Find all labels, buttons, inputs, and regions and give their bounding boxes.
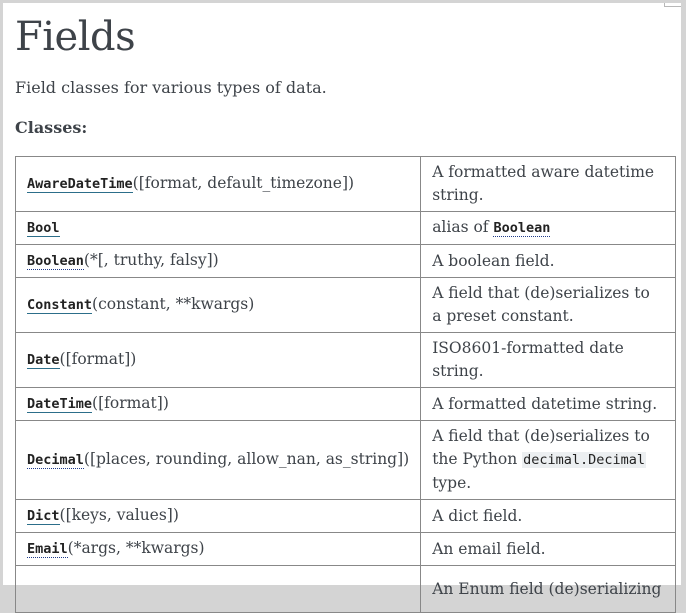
- description-cell: A formatted datetime string.: [421, 388, 676, 421]
- signature-cell: [16, 278, 421, 333]
- class-link-decimal[interactable]: Decimal: [27, 452, 84, 468]
- table-row: [16, 157, 676, 212]
- table-row: [16, 333, 676, 388]
- class-link-boolean[interactable]: Boolean: [27, 253, 84, 269]
- class-link-email[interactable]: Email: [27, 541, 68, 557]
- class-args: ([format, default_timezone]): [132, 174, 355, 192]
- description-cell: An Enum field (de)serializing: [421, 566, 676, 613]
- description-cell: A formatted aware datetime string.: [421, 157, 676, 212]
- signature-cell: [16, 533, 421, 566]
- inline-code: decimal.Decimal: [523, 452, 646, 468]
- description-cell: A field that (de)serializes to a preset constant.: [421, 278, 676, 333]
- signature-cell: [16, 333, 421, 388]
- page-intro: Field classes for various types of data.: [15, 78, 327, 97]
- class-link-bool[interactable]: Bool: [27, 220, 60, 236]
- table-row: [16, 500, 676, 533]
- description-text: type.: [432, 474, 472, 492]
- signature-cell: [16, 388, 421, 421]
- class-args: (constant, **kwargs): [92, 295, 255, 313]
- class-args: ([keys, values]): [59, 506, 179, 524]
- class-link-dict[interactable]: Dict: [27, 508, 60, 524]
- signature-cell: [16, 157, 421, 212]
- table-row: [16, 388, 676, 421]
- class-args: ([format]): [92, 394, 169, 412]
- class-args: (*args, **kwargs): [67, 539, 205, 557]
- class-args: ([places, rounding, allow_nan, as_string]): [83, 450, 410, 468]
- description-cell: A dict field.: [421, 500, 676, 533]
- description-text: alias of: [432, 218, 494, 236]
- classes-table: [15, 156, 676, 613]
- table-row: [16, 278, 676, 333]
- table-row: [16, 533, 676, 566]
- alias-link-boolean[interactable]: Boolean: [493, 220, 551, 236]
- description-cell: An email field.: [421, 533, 676, 566]
- class-args: (*[, truthy, falsy]): [83, 251, 219, 269]
- class-link-constant[interactable]: Constant: [27, 297, 93, 313]
- corner-tab: [664, 3, 681, 7]
- table-row: [16, 421, 676, 500]
- table-row: [16, 212, 676, 245]
- table-row: [16, 566, 676, 613]
- description-cell: [421, 212, 676, 245]
- classes-heading: Classes:: [15, 118, 88, 137]
- signature-cell: [16, 566, 421, 613]
- description-cell: ISO8601-formatted date string.: [421, 333, 676, 388]
- page-title: Fields: [15, 14, 136, 60]
- table-row: [16, 245, 676, 278]
- document-page: [3, 3, 681, 598]
- description-text: A field that (de)serializes to the Python: [432, 427, 650, 468]
- class-link-awaredatetime[interactable]: AwareDateTime: [27, 176, 133, 192]
- class-link-datetime[interactable]: DateTime: [27, 396, 93, 412]
- description-cell: A boolean field.: [421, 245, 676, 278]
- class-link-date[interactable]: Date: [27, 352, 60, 368]
- signature-cell: [16, 500, 421, 533]
- signature-cell: [16, 212, 421, 245]
- signature-cell: [16, 245, 421, 278]
- signature-cell: [16, 421, 421, 500]
- class-args: ([format]): [59, 350, 137, 368]
- description-cell: [421, 421, 676, 500]
